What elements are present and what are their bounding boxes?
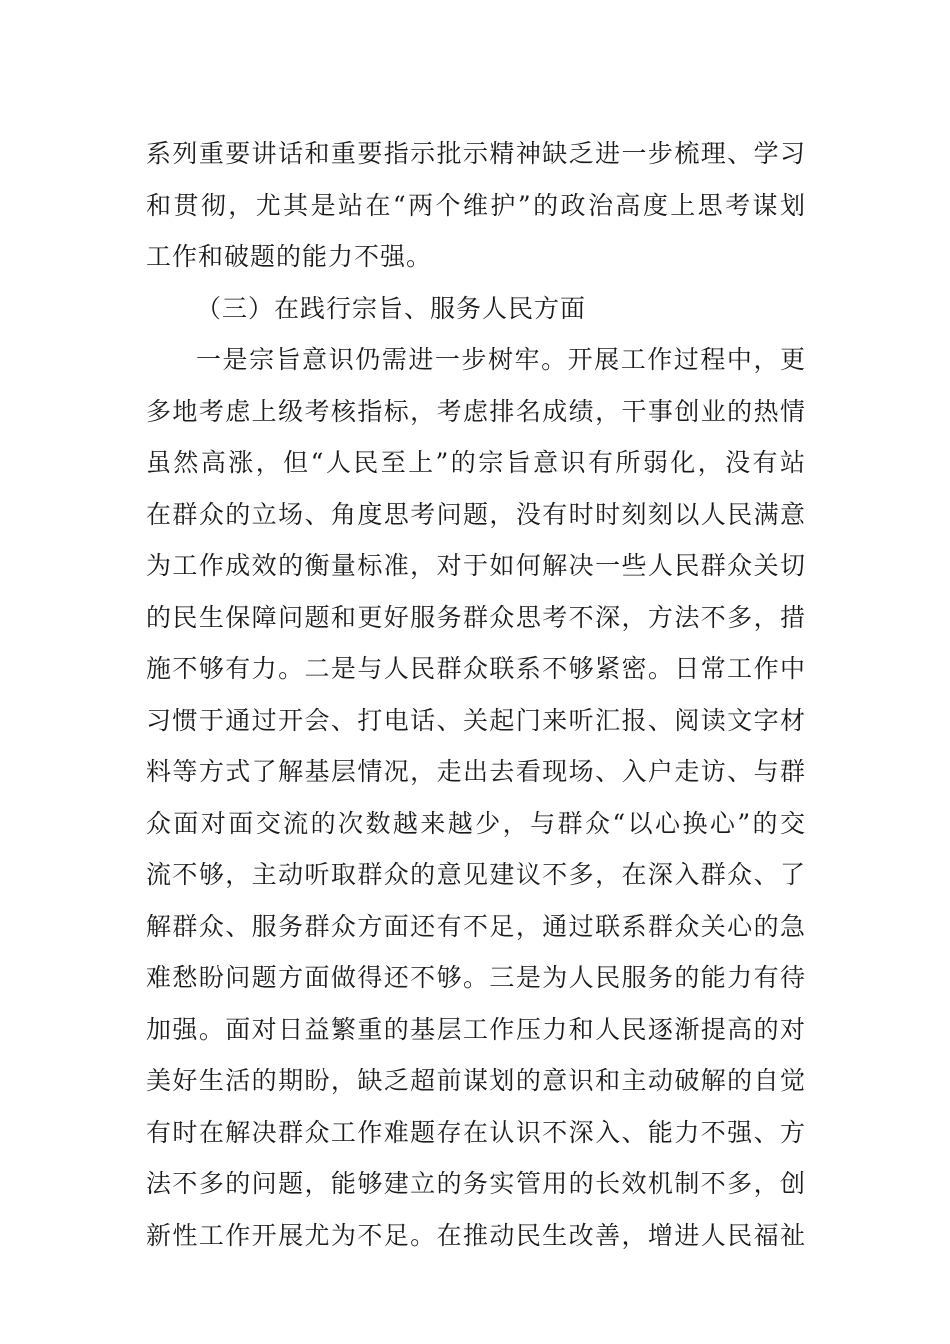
- paragraph-2-line: 施不够有力。二是与人民群众联系不够紧密。日常工作中: [146, 654, 806, 683]
- paragraph-2-line: 习惯于通过开会、打电话、关起门来听汇报、阅读文字材: [146, 705, 806, 735]
- paragraph-2-line: 众面对面交流的次数越来越少，与群众“以心换心”的交: [146, 808, 806, 838]
- paragraph-2-line: 有时在解决群众工作难题存在认识不深入、能力不强、方: [146, 1117, 806, 1147]
- document-body: [146, 128, 806, 1261]
- paragraph-2-line: 加强。面对日益繁重的基层工作压力和人民逐渐提高的对: [146, 1014, 806, 1044]
- paragraph-2-line: 解群众、服务群众方面还有不足，通过联系群众关心的急: [146, 911, 806, 941]
- paragraph-1-line: 系列重要讲话和重要指示批示精神缺乏进一步梳理、学习: [146, 139, 806, 168]
- paragraph-2-line: 为工作成效的衡量标准，对于如何解决一些人民群众关切: [146, 551, 806, 580]
- paragraph-2-line: 多地考虑上级考核指标，考虑排名成绩，干事创业的热情: [146, 396, 806, 426]
- paragraph-2-line: 新性工作开展尤为不足。在推动民生改善，增进人民福祉: [146, 1220, 806, 1250]
- paragraph-2-line: 流不够，主动听取群众的意见建议不多，在深入群众、了: [146, 860, 806, 889]
- paragraph-2-line: 法不多的问题，能够建立的务实管用的长效机制不多，创: [146, 1169, 806, 1198]
- section-heading: （三）在践行宗旨、服务人民方面: [196, 293, 587, 323]
- paragraph-1-line: 和贯彻，尤其是站在“两个维护”的政治高度上思考谋划: [146, 190, 806, 220]
- paragraph-2-line: 在群众的立场、角度思考问题，没有时时刻刻以人民满意: [146, 499, 806, 529]
- paragraph-2-line: 难愁盼问题方面做得还不够。三是为人民服务的能力有待: [146, 963, 806, 992]
- paragraph-2-line: 一是宗旨意识仍需进一步树牢。开展工作过程中，更: [196, 345, 806, 374]
- paragraph-1-line: 工作和破题的能力不强。: [146, 242, 433, 271]
- paragraph-2-line: 美好生活的期盼，缺乏超前谋划的意识和主动破解的自觉: [146, 1066, 806, 1095]
- paragraph-2-line: 虽然高涨，但“人民至上”的宗旨意识有所弱化，没有站: [146, 448, 806, 477]
- paragraph-2-line: 料等方式了解基层情况，走出去看现场、入户走访、与群: [146, 757, 806, 786]
- paragraph-2-line: 的民生保障问题和更好服务群众思考不深，方法不多，措: [146, 602, 806, 632]
